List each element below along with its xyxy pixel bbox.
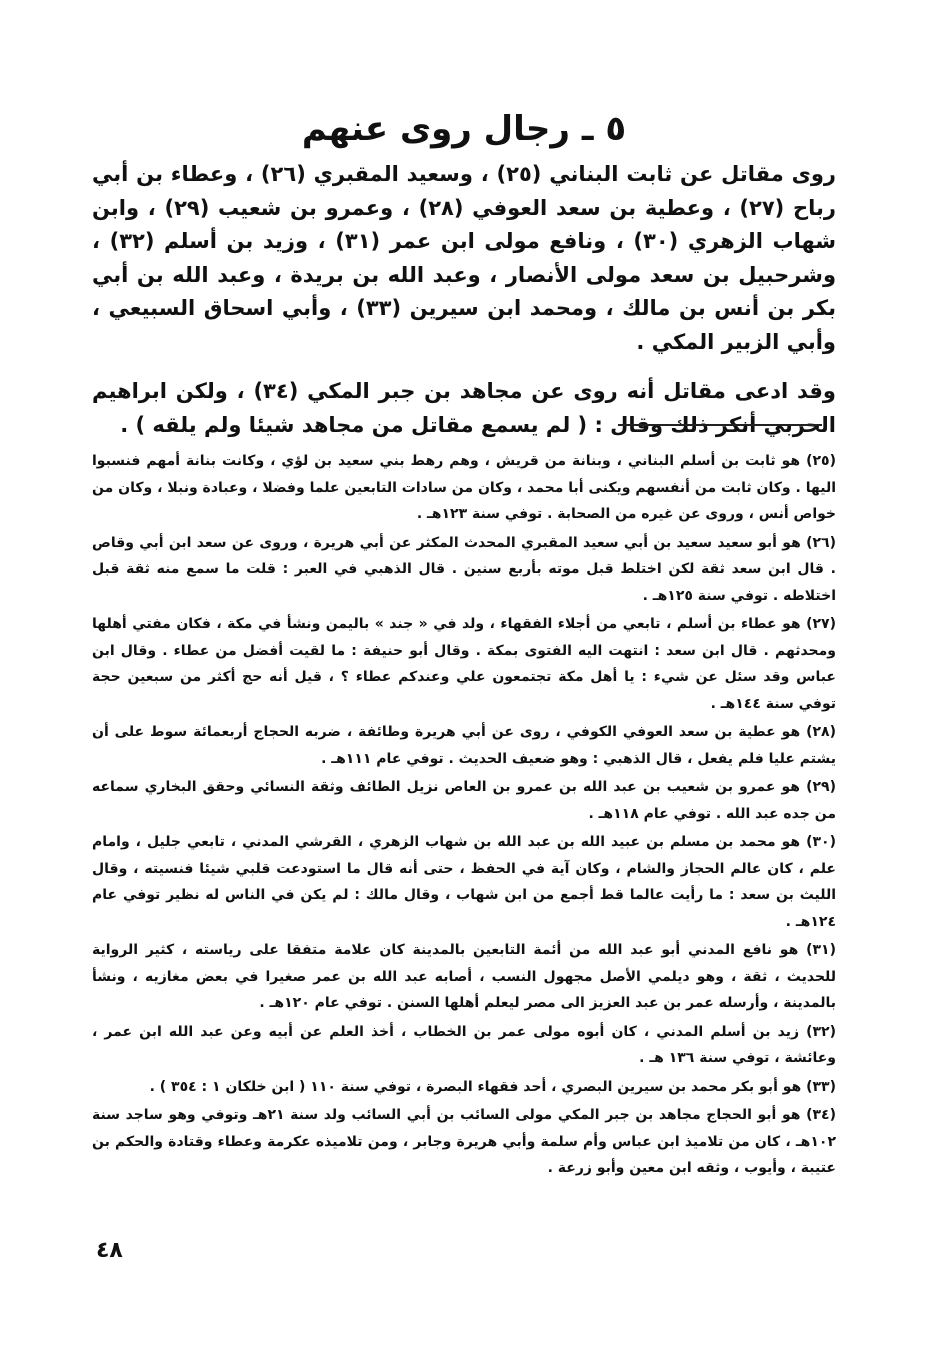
footnote-32: (٣٢) زيد بن أسلم المدني ، كان أبوه مولى عمر بن الخطاب ، أخذ العلم عن أبيه وعن عبد الله ابن عمر ، وعائشة ، توفي سنة ١٣٦ هـ . xyxy=(92,1023,836,1066)
footnotes xyxy=(92,448,836,1184)
paragraph-narrators: روى مقاتل عن ثابت البناني (٢٥) ، وسعيد المقبري (٢٦) ، وعطاء بن أبي رباح (٢٧) ، وعطية بن سعد العوفي (٢٨) ، وعمرو بن شعيب (٢٩) ، وابن شهاب الزهري (٣٠) ، ونافع مولى ابن عمر (٣١) ، وزيد بن أسلم (٣٢) ، وشرحبيل بن سعد مولى الأنصار ، وعبد الله بن بريدة ، وعبد الله بن أبي بكر بن أنس بن مالك ، ومحمد ابن سيرين (٣٣) ، وأبي اسحاق السبيعي ، وأبي الزبير المكي . xyxy=(92,162,837,354)
footnote-27: (٢٧) هو عطاء بن أسلم ، تابعي من أجلاء الفقهاء ، ولد في « جند » باليمن ونشأ في مكة ، فكان مفتي أهلها ومحدثهم . قال ابن سعد : انتهت اليه الفتوى بمكة . وقال أبو حنيفة : ما لقيت أفضل من عطاء . وقال ابن عباس وقد سئل عن شيء : يا أهل مكة تجتمعون علي وعندكم عطاء ؟ ، قيل أنه حج أكثر من سبعين حجة توفي سنة ١٤٤هـ . xyxy=(92,616,836,712)
footnote-31: (٣١) هو نافع المدني أبو عبد الله من أئمة التابعين بالمدينة كان علامة متفقا على رياسته ، كثير الرواية للحديث ، ثقة ، وهو ديلمي الأصل مجهول النسب ، أصابه عبد الله بن عمر صغيرا في بعض مغازيه ، ونشأ بالمدينة ، وأرسله عمر بن عبد العزيز الى مصر ليعلم أهلها السنن . توفي عام ١٢٠هـ . xyxy=(92,942,836,1011)
main-text xyxy=(92,158,836,442)
footnote-33: (٣٣) هو أبو بكر محمد بن سيرين البصري ، أحد فقهاء البصرة ، توفي سنة ١١٠ ( ابن خلكان ١ : ٣٥٤ ) . xyxy=(149,1078,836,1095)
paragraph-mujahid-claim: وقد ادعى مقاتل أنه روى عن مجاهد بن جبر المكي (٣٤) ، ولكن ابراهيم الحربي أنكر ذلك وقال : ( لم يسمع مقاتل من مجاهد شيئا ولم يلقه ) . xyxy=(92,379,836,437)
page-title: ٥ ـ رجال روى عنهم xyxy=(301,108,627,149)
footnote-30: (٣٠) هو محمد بن مسلم بن عبيد الله بن عبد الله بن شهاب الزهري ، القرشي المدني ، تابعي جليل ، وامام علم ، كان عالم الحجاز والشام ، وكان آية في الحفظ ، حتى أنه قال ما استودعت قلبي شيئا فنسيته ، وقال الليث بن سعد : ما رأيت عالما قط أجمع من ابن شهاب ، وقال مالك : لم يكن في الناس له نظير توفي عام ١٢٤هـ . xyxy=(92,834,836,930)
footnote-26: (٢٦) هو أبو سعيد سعيد بن أبي سعيد المقبري المحدث المكثر عن أبي هريرة ، وروى عن سعد ابن أبي وقاص . قال ابن سعد ثقة لكن اختلط قبل موته بأربع سنين . قال الذهبي في العبر : قلت ما سمع منه ثقة قبل اختلاطه . توفي سنة ١٢٥هـ . xyxy=(92,534,836,604)
footnote-25: (٢٥) هو ثابت بن أسلم البناني ، وبنانة من قريش ، وهم رهط بني سعيد بن لؤي ، وكانت بنانة أمهم فنسبوا اليها . وكان ثابت من أنفسهم ويكنى أبا محمد ، وكان من سادات التابعين علما وفضلا ، وعبادة ونبلا ، وكان من خواص أنس ، وروى عن غيره من الصحابة . توفي سنة ١٢٣هـ . xyxy=(92,453,836,522)
footnote-divider xyxy=(618,424,822,426)
footnote-34: (٣٤) هو أبو الحجاج مجاهد بن جبر المكي مولى السائب بن أبي السائب ولد سنة ٢١هـ وتوفي وهو ساجد سنة ١٠٢هـ ، كان من تلاميذ ابن عباس وأم سلمة وأبي هريرة وجابر ، ومن تلاميذه عكرمة وعطاء وقتادة والحكم بن عتيبة ، وأيوب ، وثقه ابن معين وأبو زرعة . xyxy=(92,1107,836,1176)
footnote-28: (٢٨) هو عطية بن سعد العوفي الكوفي ، روى عن أبي هريرة وطائفة ، ضربه الحجاج أربعمائة سوط على أن يشتم عليا فلم يفعل ، قال الذهبي : وهو ضعيف الحديث . توفي عام ١١١هـ . xyxy=(92,724,836,767)
page-number: ٤٨ xyxy=(96,1238,123,1263)
footnote-29: (٢٩) هو عمرو بن شعيب بن عبد الله بن عمرو بن العاص نزيل الطائف وثقة النسائي وحقق البخاري سماعه من جده عبد الله . توفي عام ١١٨هـ . xyxy=(92,779,836,822)
